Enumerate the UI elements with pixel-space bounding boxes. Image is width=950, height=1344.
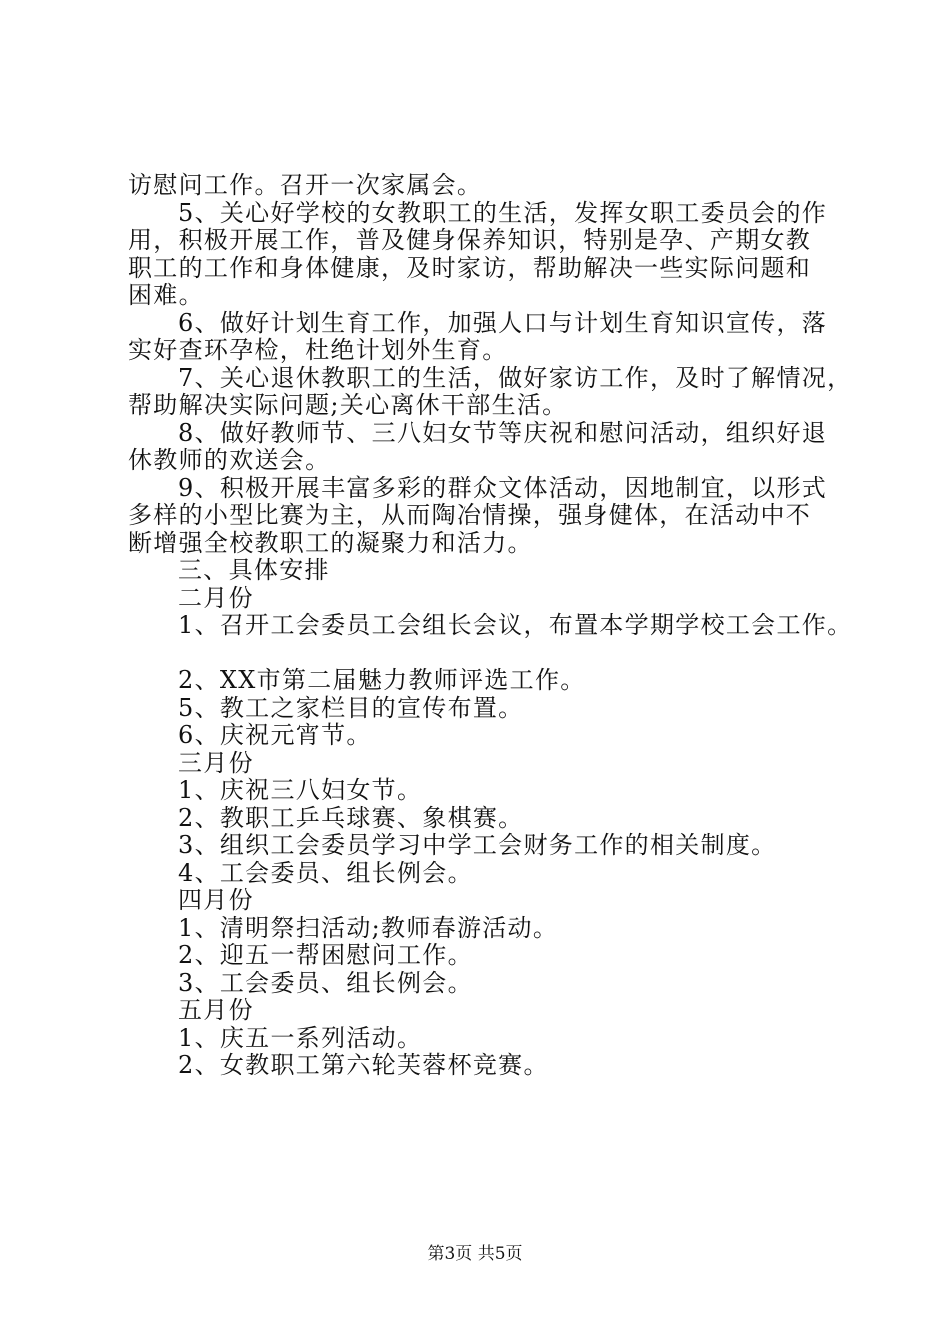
text-line: 四月份 xyxy=(178,886,254,914)
text-line: 三月份 xyxy=(178,748,254,777)
text-line: 二月份 xyxy=(178,583,254,612)
text-line: 6、庆祝元宵节。 xyxy=(178,721,372,749)
page-footer: 第3页 共5页 xyxy=(427,1244,523,1264)
text-line: 2、女教职工第六轮芙蓉杯竞赛。 xyxy=(178,1051,549,1079)
text-line: 1、庆五一系列活动。 xyxy=(178,1023,423,1052)
text-line: 1、清明祭扫活动;教师春游活动。 xyxy=(178,913,559,942)
text-line: 8、做好教师节、三八妇女节等庆祝和慰问活动，组织好退 xyxy=(178,418,828,447)
text-line: 访慰问工作。召开一次家属会。 xyxy=(128,171,483,199)
text-line: 2、迎五一帮困慰问工作。 xyxy=(178,941,473,969)
text-line: 4、工会委员、组长例会。 xyxy=(178,858,473,887)
text-line: 断增强全校教职工的凝聚力和活力。 xyxy=(128,528,533,557)
text-line: 3、组织工会委员学习中学工会财务工作的相关制度。 xyxy=(178,831,777,859)
text-line: 5、教工之家栏目的宣传布置。 xyxy=(178,693,524,722)
blank-line xyxy=(128,640,848,668)
text-line: 6、做好计划生育工作，加强人口与计划生育知识宣传，落 xyxy=(178,308,828,337)
text-line: 5、关心好学校的女教职工的生活，发挥女职工委员会的作 xyxy=(178,198,828,227)
text-line: 9、积极开展丰富多彩的群众文体活动，因地制宜，以形式 xyxy=(178,473,828,502)
text-line: 帮助解决实际问题;关心离休干部生活。 xyxy=(128,391,568,419)
text-line: 职工的工作和身体健康，及时家访，帮助解决一些实际问题和 xyxy=(128,253,812,282)
text-line: 1、召开工会委员工会组长会议，布置本学期学校工会工作。 xyxy=(178,611,853,639)
text-line: 7、关心退休教职工的生活，做好家访工作，及时了解情况， xyxy=(178,363,853,392)
text-line: 2、XX市第二届魅力教师评选工作。 xyxy=(178,666,586,694)
text-line: 五月份 xyxy=(178,996,254,1024)
text-line: 三、具体安排 xyxy=(178,556,330,584)
text-line: 3、工会委员、组长例会。 xyxy=(178,968,473,997)
text-line: 困难。 xyxy=(128,281,204,309)
text-line: 用，积极开展工作，普及健身保养知识，特别是孕、产期女教 xyxy=(128,226,812,254)
text-line: 实好查环孕检，杜绝计划外生育。 xyxy=(128,336,508,364)
text-line: 2、教职工乒乓球赛、象棋赛。 xyxy=(178,803,524,832)
body-text xyxy=(128,171,853,1080)
text-line: 1、庆祝三八妇女节。 xyxy=(178,776,423,804)
text-line: 休教师的欢送会。 xyxy=(128,446,331,474)
text-line: 多样的小型比赛为主，从而陶冶情操，强身健体，在活动中不 xyxy=(128,501,812,529)
